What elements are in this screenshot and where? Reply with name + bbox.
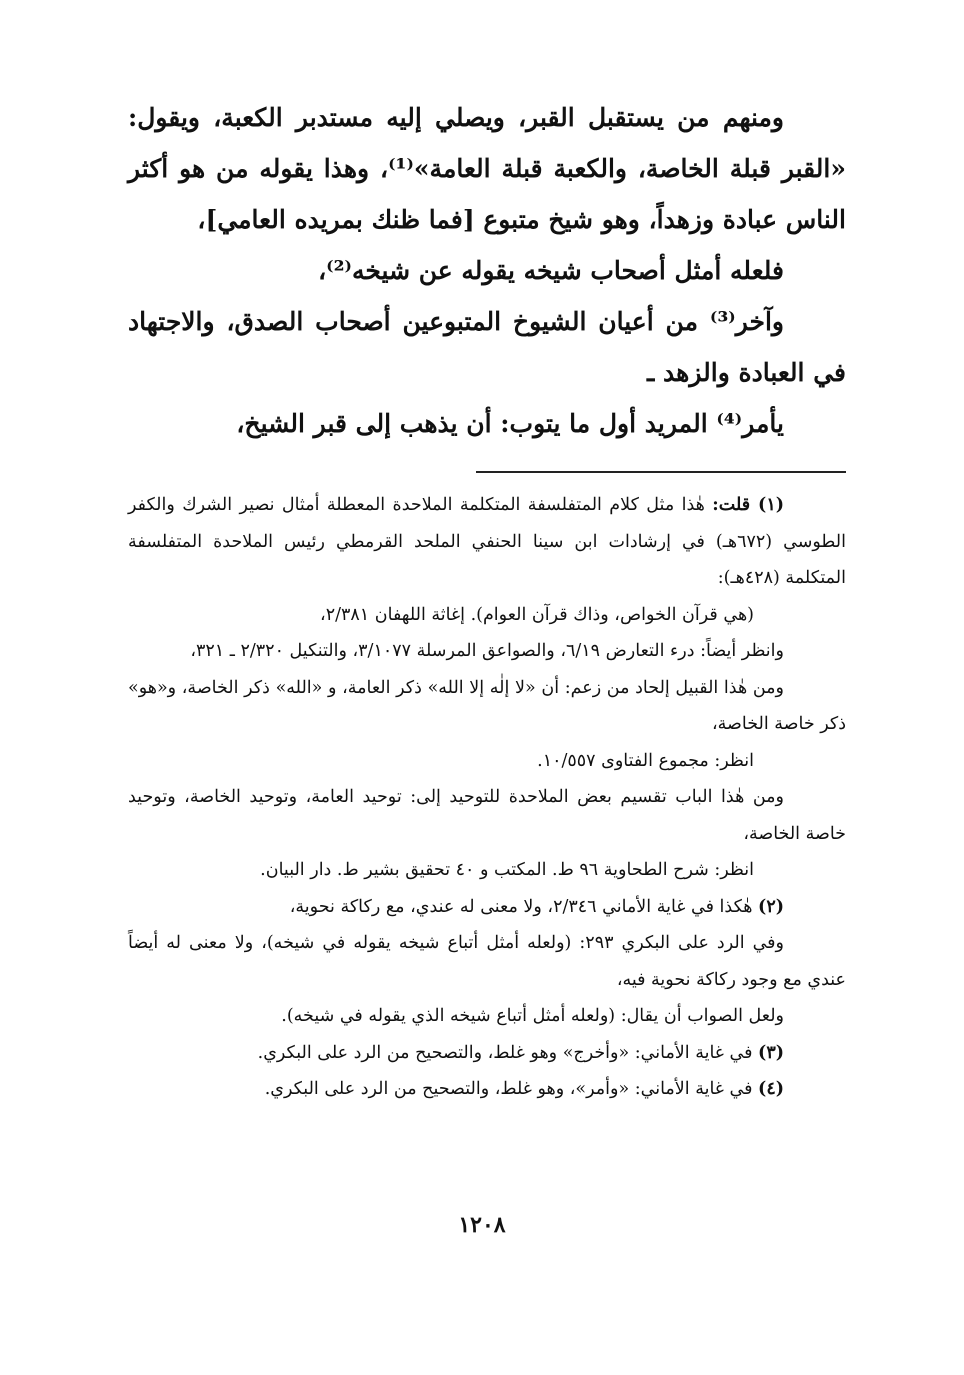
- document-page: [128, 92, 846, 1342]
- footnote-1-ilhad: [128, 670, 846, 743]
- footnote-3: [128, 1035, 846, 1072]
- footnote-4: [128, 1071, 846, 1108]
- footnote-text: وفي الرد على البكري ٢٩٣: (ولعله أمثل أتباع شيخه يقوله في شيخه)، ولا معنى له أيضاً عندي مع وجود ركاكة نحوية فيه،: [128, 933, 846, 990]
- main-text: [128, 92, 846, 449]
- footnote-text: انظر: مجموع الفتاوى ١٠/٥٥٧.: [537, 750, 754, 771]
- main-paragraph-2: فلعله أمثل أصحاب شيخه يقوله عن شيخه⁽²⁾،: [318, 256, 784, 285]
- main-paragraph-3: وآخر⁽³⁾ من أعيان الشيوخ المتبوعين أصحاب الصدق، والاجتهاد في العبادة والزهد ـ: [128, 307, 846, 387]
- footnote-2: [128, 889, 846, 926]
- footnote-1-see-also: [128, 633, 846, 670]
- footnote-label: (١) قلت:: [712, 495, 784, 515]
- main-paragraph-1: ومنهم من يستقبل القبر، ويصلي إليه مستدبر الكعبة، ويقول: «القبر قبلة الخاصة، والكعبة قبلة العامة»⁽¹⁾، وهذا يقوله من هو أكثر الناس عبادة وزهداً، وهو شيخ متبوع [فما ظنك بمريده العامي]،: [128, 103, 846, 234]
- footnote-divider: [476, 471, 846, 473]
- footnote-label: (٤): [758, 1079, 784, 1099]
- footnote-2-sawab: [128, 998, 846, 1035]
- footnote-text: هٰكذا في غاية الأماني ٢/٣٤٦، ولا معنى له عندي، مع ركاكة نحوية،: [289, 896, 759, 917]
- footnote-text: هٰذا مثل كلام المتفلسفة المتكلمة الملاحدة المعطلة أمثال نصير الشرك والكفر الطوسي (٦٧٢هـ) في إرشادات ابن سينا الحنفي الملحد القرمطي رئيس الملاحدة المتفلسفة المتكلمة (٤٢٨هـ):: [128, 495, 846, 588]
- footnote-1: [128, 487, 846, 597]
- footnote-text: وانظر أيضاً: درء التعارض ٦/١٩، والصواعق المرسلة ٣/١٠٧٧، والتنكيل ٢/٣٢٠ ـ ٣٢١،: [190, 641, 784, 661]
- footnote-text: انظر: شرح الطحاوية ٩٦ ط. المكتب و ٤٠ تحقيق بشير ط. دار البيان.: [260, 860, 754, 880]
- page-number: ١٢٠٨: [458, 1212, 506, 1238]
- footnote-1-fatawa: [128, 743, 846, 780]
- footnote-label: (٣): [758, 1042, 784, 1063]
- footnote-1-tawhid: [128, 779, 846, 852]
- footnote-text: في غاية الأماني: «وأمر»، وهو غلط، والتصحيح من الرد على البكري.: [264, 1079, 759, 1099]
- footnote-text: ومن هٰذا الباب تقسيم بعض الملاحدة للتوحيد إلى: توحيد العامة، وتوحيد الخاصة، وتوحيد خاصة الخاصة،: [128, 787, 846, 844]
- footnote-text: (هي قرآن الخواص، وذاك قرآن العوام). إغاثة اللهفان ٢/٣٨١،: [320, 604, 754, 625]
- footnote-text: ولعل الصواب أن يقال: (ولعله أمثل أتباع شيخه الذي يقوله في شيخه).: [281, 1006, 784, 1026]
- footnote-text: في غاية الأماني: «وأخرج» وهو غلط، والتصحيح من الرد على البكري.: [257, 1042, 759, 1063]
- footnote-label: (٢): [758, 896, 784, 917]
- footnote-1-tahawiya: [128, 852, 846, 889]
- footnote-text: ومن هٰذا القبيل إلحاد من زعم: أن «لا إلٰه إلا الله» ذكر العامة، و «الله» ذكر الخاصة، و«هو» ذكر خاصة الخاصة،: [128, 677, 846, 734]
- footnote-1-quote: [128, 597, 846, 634]
- footnotes: [128, 487, 846, 1108]
- footnote-2-bakri: [128, 925, 846, 998]
- main-paragraph-4: يأمر⁽⁴⁾ المريد أول ما يتوب: أن يذهب إلى قبر الشيخ،: [236, 409, 784, 438]
